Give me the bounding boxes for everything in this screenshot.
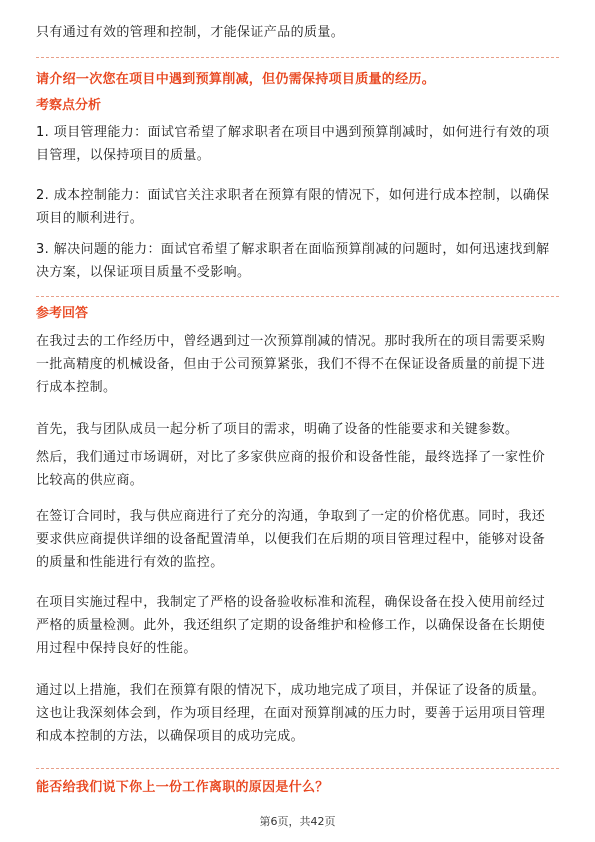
answer-heading: 参考回答 [36,306,89,321]
question-heading: 请介绍一次您在项目中遇到预算削减，但仍需保持项目质量的经历。 [36,72,436,87]
analysis-point: 1. 项目管理能力：面试官希望了解求职者在项目中遇到预算削减时，如何进行有效的项目管理，以保持项目的质量。 [36,125,550,163]
answer-paragraph: 然后，我们通过市场调研，对比了多家供应商的报价和设备性能，最终选择了一家性价比较高的供应商。 [36,450,546,488]
analysis-point: 2. 成本控制能力：面试官关注求职者在预算有限的情况下，如何进行成本控制，以确保项目的顺利进行。 [36,188,550,226]
section-divider [36,768,559,769]
answer-paragraph: 首先，我与团队成员一起分析了项目的需求，明确了设备的性能要求和关键参数。 [36,422,519,437]
intro-paragraph: 只有通过有效的管理和控制，才能保证产品的质量。 [36,25,345,40]
answer-paragraph: 在我过去的工作经历中，曾经遇到过一次预算削减的情况。那时我所在的项目需要采购一批高精度的机械设备，但由于公司预算紧张，我们不得不在保证设备质量的前提下进行成本控制。 [36,334,546,395]
answer-paragraph: 在项目实施过程中，我制定了严格的设备验收标准和流程，确保设备在投入使用前经过严格的质量检测。此外，我还组织了定期的设备维护和检修工作，以确保设备在长期使用过程中保持良好的性能。 [36,595,546,656]
section-divider [36,296,559,297]
answer-paragraph: 通过以上措施，我们在预算有限的情况下，成功地完成了项目，并保证了设备的质量。这也让我深刻体会到，作为项目经理，在面对预算削减的压力时，要善于运用项目管理和成本控制的方法，以确保项目的成功完成。 [36,683,546,744]
page-footer: 第6页，共42页 [259,815,336,828]
section-divider [36,57,559,58]
analysis-point: 3. 解决问题的能力：面试官希望了解求职者在面临预算削减的问题时，如何迅速找到解决方案，以保证项目质量不受影响。 [36,242,550,280]
question-heading: 能否给我们说下你上一份工作离职的原因是什么？ [36,780,329,795]
analysis-heading: 考察点分析 [36,98,102,113]
answer-paragraph: 在签订合同时，我与供应商进行了充分的沟通，争取到了一定的价格优惠。同时，我还要求供应商提供详细的设备配置清单，以便我们在后期的项目管理过程中，能够对设备的质量和性能进行有效的监控。 [36,509,546,570]
